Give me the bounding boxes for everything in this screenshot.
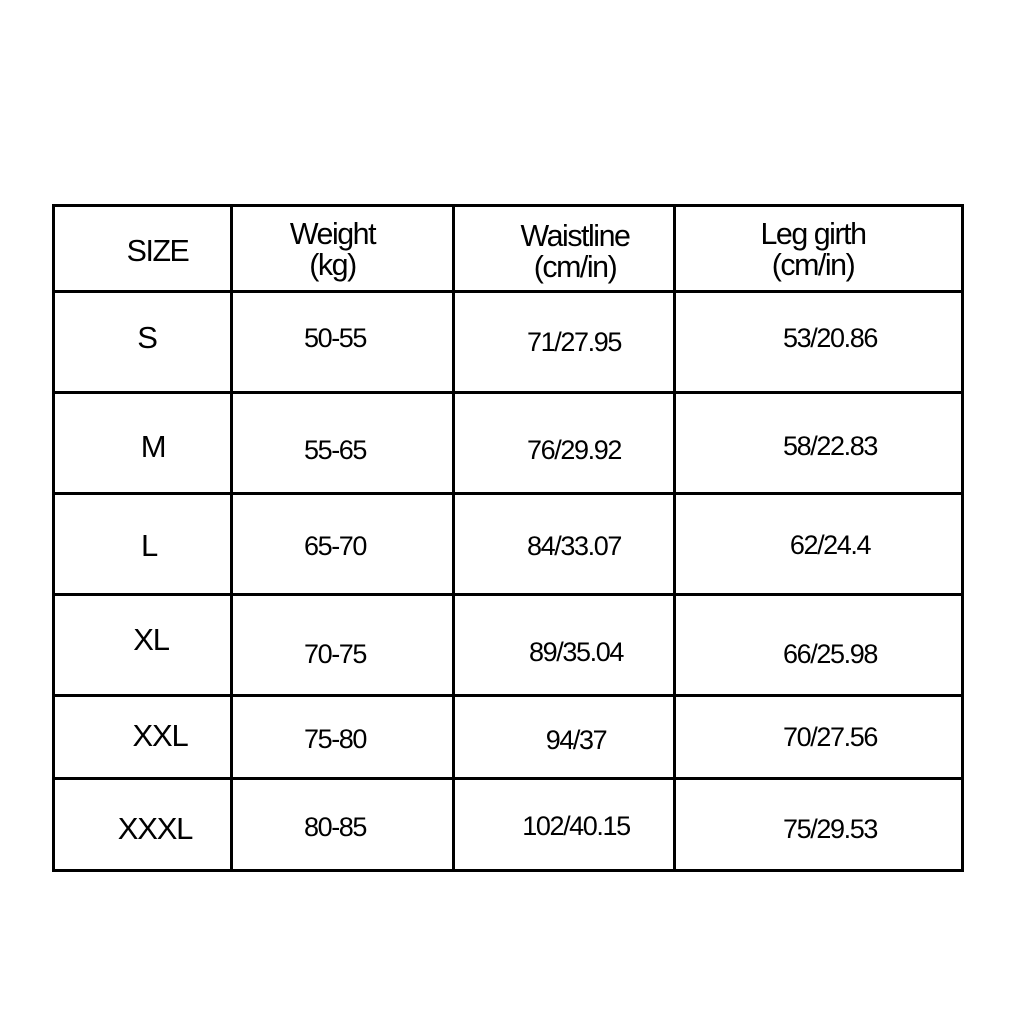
header-weight-line2: (kg): [309, 247, 356, 282]
row-divider: [55, 777, 961, 780]
header-size-label: SIZE: [126, 232, 189, 268]
table-row-waistline: 76/29.92: [527, 434, 621, 465]
table-row-size: XL: [133, 621, 169, 657]
table-row-weight: 50-55: [303, 322, 367, 353]
table-row-waistline: 94/37: [545, 724, 607, 755]
column-divider: [452, 207, 455, 869]
table-row-waistline: 71/27.95: [527, 326, 621, 357]
header-waistline-line1: Waistline: [520, 218, 630, 253]
table-row-leg-girth: 66/25.98: [783, 638, 877, 669]
table-row-size: XXL: [132, 717, 188, 753]
table-row-weight: 70-75: [303, 638, 367, 669]
table-row-waistline: 89/35.04: [529, 636, 623, 667]
header-waistline: [467, 215, 683, 287]
header-weight-line1: Weight: [289, 216, 376, 251]
table-row-leg-girth: 53/20.86: [783, 322, 877, 353]
header-weight: [235, 213, 430, 285]
header-leg-girth-line2: (cm/in): [771, 247, 855, 282]
header-leg-girth-line1: Leg girth: [760, 216, 866, 251]
row-divider: [55, 694, 961, 697]
table-row-weight: 75-80: [303, 723, 367, 754]
table-row-leg-girth: 62/24.4: [789, 529, 871, 560]
table-row-waistline: 84/33.07: [527, 530, 621, 561]
size-chart-table: [52, 204, 964, 872]
table-row-waistline: 102/40.15: [522, 810, 630, 841]
header-waistline-line2: (cm/in): [533, 249, 617, 284]
row-divider: [55, 290, 961, 293]
row-divider: [55, 593, 961, 596]
row-divider: [55, 391, 961, 394]
table-row-weight: 65-70: [303, 530, 367, 561]
table-row-size: L: [140, 527, 158, 563]
table-row-leg-girth: 70/27.56: [783, 721, 877, 752]
table-row-weight: 80-85: [303, 811, 367, 842]
table-row-weight: 55-65: [303, 434, 367, 465]
table-row-leg-girth: 58/22.83: [783, 430, 877, 461]
header-size: [86, 227, 228, 273]
table-row-leg-girth: 75/29.53: [783, 813, 877, 844]
table-row-size: S: [137, 319, 157, 355]
table-row-size: XXXL: [117, 810, 193, 846]
table-row-size: M: [140, 428, 166, 464]
column-divider: [673, 207, 676, 869]
row-divider: [55, 492, 961, 495]
column-divider: [230, 207, 233, 869]
header-leg-girth: [705, 213, 921, 285]
